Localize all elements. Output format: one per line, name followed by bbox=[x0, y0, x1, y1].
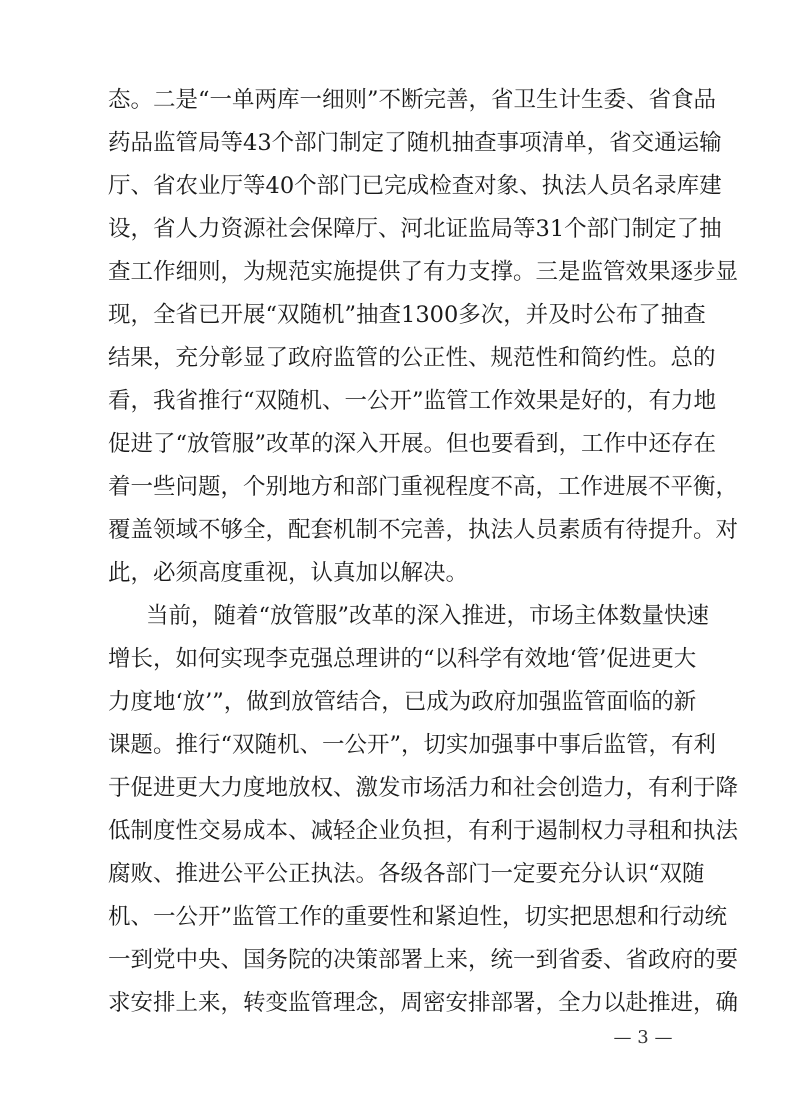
page-number: — 3 — bbox=[613, 1027, 673, 1048]
paragraph-1-line-6: 现，全省已开展“双随机”抽查1300多次，并及时公布了抽查 bbox=[108, 302, 706, 328]
paragraph-1-line-1: 态。二是“一单两库一细则”不断完善，省卫生计生委、省食品 bbox=[108, 87, 717, 113]
paragraph-1-line-8: 看，我省推行“双随机、一公开”监管工作效果是好的，有力地 bbox=[108, 388, 717, 414]
paragraph-1-line-12: 此，必须高度重视，认真加以解决。 bbox=[108, 560, 469, 586]
paragraph-1-line-3: 厅、省农业厅等40个部门已完成检查对象、执法人员名录库建 bbox=[108, 173, 722, 199]
paragraph-2-line-9: 一到党中央、国务院的决策部署上来，统一到省委、省政府的要 bbox=[108, 947, 739, 973]
paragraph-1-line-11: 覆盖领域不够全，配套机制不完善，执法人员素质有待提升。对 bbox=[108, 517, 739, 543]
paragraph-2-line-6: 低制度性交易成本、减轻企业负担，有利于遏制权力寻租和执法 bbox=[108, 818, 739, 844]
paragraph-2-line-3: 力度地‘放’”，做到放管结合，已成为政府加强监管面临的新 bbox=[108, 689, 697, 715]
paragraph-2-line-10: 求安排上来，转变监管理念，周密安排部署，全力以赴推进，确 bbox=[108, 990, 739, 1016]
paragraph-1-line-9: 促进了“放管服”改革的深入开展。但也要看到，工作中还存在 bbox=[108, 431, 717, 457]
paragraph-1-line-4: 设，省人力资源社会保障厅、河北证监局等31个部门制定了抽 bbox=[108, 216, 722, 242]
paragraph-1-line-5: 查工作细则，为规范实施提供了有力支撑。三是监管效果逐步显 bbox=[108, 259, 739, 285]
paragraph-2-line-4: 课题。推行“双随机、一公开”，切实加强事中事后监管，有利 bbox=[108, 732, 717, 758]
paragraph-1-line-7: 结果，充分彰显了政府监管的公正性、规范性和简约性。总的 bbox=[108, 345, 716, 371]
paragraph-2-line-5: 于促进更大力度地放权、激发市场活力和社会创造力，有利于降 bbox=[108, 775, 739, 801]
paragraph-1-line-2: 药品监管局等43个部门制定了随机抽查事项清单，省交通运输 bbox=[108, 130, 722, 156]
paragraph-2-line-7: 腐败、推进公平公正执法。各级各部门一定要充分认识“双随 bbox=[108, 861, 705, 887]
paragraph-2-line-8: 机、一公开”监管工作的重要性和紧迫性，切实把思想和行动统 bbox=[108, 904, 728, 930]
paragraph-1-line-10: 着一些问题，个别地方和部门重视程度不高，工作进展不平衡， bbox=[108, 474, 739, 500]
paragraph-2-line-2: 增长，如何实现李克强总理讲的“以科学有效地‘管’促进更大 bbox=[108, 646, 697, 672]
paragraph-2-line-1: 当前，随着“放管服”改革的深入推进，市场主体数量快速 bbox=[146, 603, 710, 629]
